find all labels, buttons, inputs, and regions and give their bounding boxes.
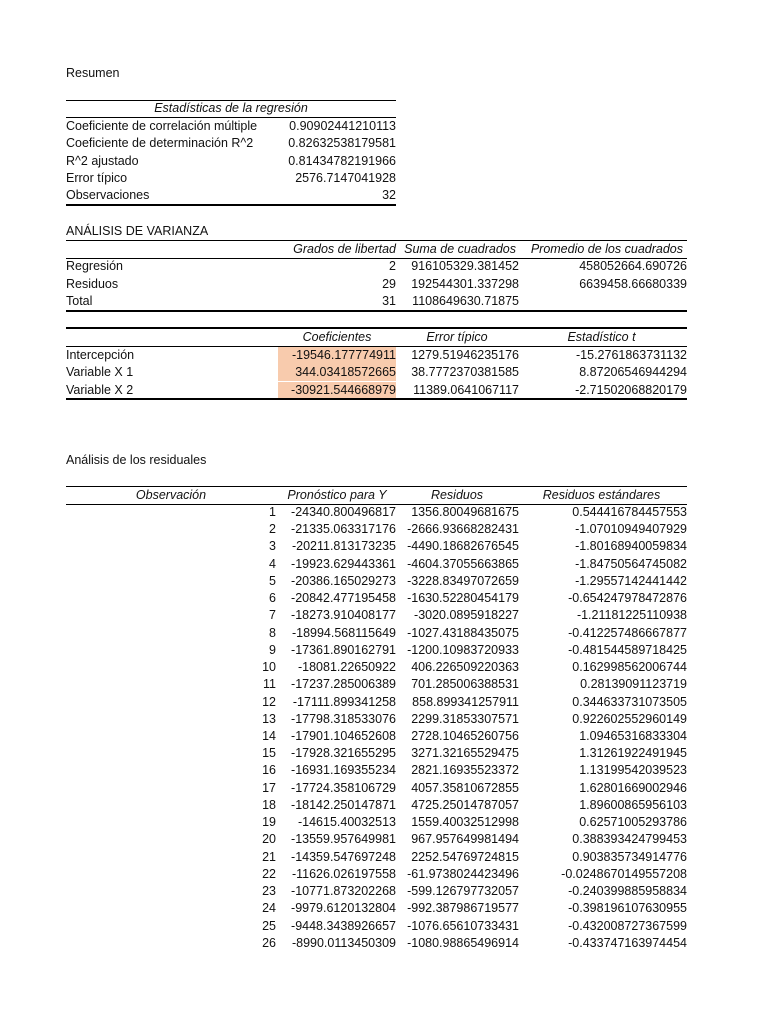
residual-pred: -14615.40032513 [297, 815, 396, 830]
residual-obs: 4 [269, 556, 276, 571]
residual-res: -4490.18682676545 [407, 539, 519, 554]
coef-row-coef: -19546.177774911 [278, 347, 396, 364]
residual-pred: -11626.026197558 [291, 866, 396, 881]
residual-std: 0.28139091123719 [580, 677, 687, 692]
coef-row-t: -15.2761863731132 [576, 348, 687, 362]
residual-res: -3228.83497072659 [407, 573, 519, 588]
residual-pred: -18273.910408177 [291, 608, 396, 623]
residual-obs: 16 [262, 763, 276, 778]
residual-obs: 18 [262, 797, 276, 812]
stats-bottom-rule [66, 204, 396, 206]
residual-res: 2252.54769724815 [411, 849, 519, 864]
residual-obs: 25 [262, 918, 276, 933]
residual-res: 2299.31853307571 [411, 711, 519, 726]
residual-pred: -16931.169355234 [291, 763, 396, 778]
stats-header: Estadísticas de la regresión [154, 101, 308, 115]
residual-std: 0.344633731073505 [572, 694, 687, 709]
anova-row-ss: 192544301.337298 [411, 276, 519, 291]
residual-obs: 1 [269, 505, 276, 519]
residual-obs: 23 [262, 884, 276, 899]
coef-row-label: Variable X 2 [66, 382, 134, 397]
residual-pred: -20211.813173235 [291, 539, 396, 554]
residual-std: 0.62571005293786 [579, 815, 687, 830]
anova-header-df: Grados de libertad [293, 242, 396, 256]
residual-pred: -17798.318533076 [291, 711, 396, 726]
residual-pred: -19923.629443361 [291, 556, 396, 571]
coef-row-se: 11389.0641067117 [413, 382, 519, 397]
anova-row-ms: 458052664.690726 [579, 259, 687, 273]
residual-res: 1559.40032512998 [411, 815, 519, 830]
stats-label: Error típico [66, 170, 128, 185]
residual-res: -4604.37055663865 [407, 556, 519, 571]
residual-res: 3271.32165529475 [411, 746, 519, 761]
residual-std: 0.903835734914776 [572, 849, 687, 864]
residual-obs: 5 [269, 573, 276, 588]
residual-res: -599.126797732057 [407, 884, 519, 899]
residual-pred: -17724.358106729 [291, 780, 396, 795]
coef-row-label: Intercepción [66, 348, 135, 362]
anova-row-ss: 916105329.381452 [411, 259, 519, 273]
anova-row-label: Total [66, 294, 93, 308]
residual-pred: -20842.477195458 [291, 591, 396, 606]
stats-value: 32 [382, 188, 396, 203]
residual-obs: 22 [262, 866, 276, 881]
residual-res: -1076.65610733431 [407, 918, 519, 933]
residual-std: -0.481544589718425 [568, 642, 687, 657]
stats-value: 0.90902441210113 [289, 119, 396, 133]
residual-std: -1.07010949407929 [575, 522, 687, 537]
residual-pred: -9448.3438926657 [291, 918, 396, 933]
stats-value: 0.81434782191966 [288, 153, 396, 168]
residual-obs: 24 [262, 901, 276, 916]
residual-obs: 20 [262, 832, 276, 847]
anova-row-ms: 6639458.66680339 [579, 276, 687, 291]
residual-std: -0.412257486667877 [568, 625, 687, 640]
residual-res: 858.899341257911 [412, 694, 519, 709]
residual-res: 4725.25014787057 [411, 797, 519, 812]
anova-row-df: 29 [382, 276, 396, 291]
residual-res: 2821.16935523372 [411, 763, 519, 778]
coef-row-coef: -30921.544668979 [278, 382, 396, 399]
residual-pred: -21335.063317176 [291, 522, 396, 537]
residual-std: -0.432008727367599 [568, 918, 687, 933]
residual-res: 967.957649981494 [411, 832, 519, 847]
anova-row-ss: 1108649630.71875 [412, 294, 519, 308]
residual-std: -1.29557142441442 [575, 573, 687, 588]
residual-obs: 10 [262, 660, 276, 675]
coef-row-t: 8.87206546944294 [579, 365, 687, 380]
residual-res: -1027.43188435075 [407, 625, 519, 640]
residual-res: 406.226509220363 [411, 660, 519, 675]
residual-res: -3020.0895918227 [414, 608, 519, 623]
residuals-header-pred: Pronóstico para Y [287, 488, 387, 502]
anova-row-label: Residuos [66, 276, 119, 291]
residual-std: -0.654247978472876 [568, 591, 687, 606]
residual-std: 1.62801669002946 [579, 780, 687, 795]
coef-bottom-rule [66, 398, 687, 400]
residual-pred: -18081.22650922 [297, 660, 396, 675]
residual-pred: -17928.321655295 [291, 746, 396, 761]
residual-res: 1356.80049681675 [411, 505, 519, 519]
residual-std: 0.388393424799453 [572, 832, 687, 847]
residual-pred: -14359.547697248 [291, 849, 396, 864]
residual-std: 0.162998562006744 [572, 660, 687, 675]
residual-res: -61.9738024423496 [407, 866, 519, 881]
anova-row-df: 31 [382, 294, 396, 308]
residual-pred: -9979.6120132804 [291, 901, 396, 916]
coef-header-se: Error típico [426, 330, 488, 344]
anova-header-ss: Suma de cuadrados [404, 242, 516, 256]
coef-header-coef: Coeficientes [302, 330, 372, 344]
coef-row-se: 1279.51946235176 [411, 348, 519, 362]
residual-obs: 2 [269, 522, 276, 537]
residual-std: 1.09465316833304 [579, 728, 687, 743]
residual-pred: -10771.873202268 [291, 884, 396, 899]
residual-std: -1.84750564745082 [575, 556, 687, 571]
residuals-title: Análisis de los residuales [66, 453, 207, 467]
residual-pred: -20386.165029273 [291, 573, 396, 588]
residual-obs: 9 [269, 642, 276, 657]
residual-std: -0.240399885958834 [568, 884, 687, 899]
residual-res: 701.285006388531 [411, 677, 519, 692]
residual-obs: 7 [269, 608, 276, 623]
residual-obs: 3 [269, 539, 276, 554]
anova-header-ms: Promedio de los cuadrados [530, 242, 683, 256]
stats-value: 2576.7147041928 [295, 170, 396, 185]
residual-pred: -13559.957649981 [291, 832, 396, 847]
stats-label: Coeficiente de determinación R^2 [66, 136, 254, 151]
coef-header-t: Estadístico t [567, 330, 636, 344]
stats-value: 0.82632538179581 [288, 136, 396, 151]
residual-std: 0.922602552960149 [572, 711, 687, 726]
residual-std: -1.21181225110938 [576, 608, 687, 623]
stats-label: R^2 ajustado [66, 153, 139, 168]
residual-obs: 14 [262, 728, 276, 743]
residual-obs: 12 [262, 694, 276, 709]
coef-row-label: Variable X 1 [66, 365, 134, 380]
residual-std: -0.433747163974454 [568, 935, 687, 950]
residual-std: -0.0248670149557208 [561, 866, 687, 881]
residual-res: -992.387986719577 [407, 901, 519, 916]
residual-res: -1200.10983720933 [407, 642, 519, 657]
residual-pred: -17901.104652608 [291, 728, 396, 743]
residual-pred: -8990.0113450309 [291, 935, 396, 950]
residual-obs: 15 [262, 746, 276, 761]
summary-title: Resumen [66, 66, 120, 80]
anova-row-label: Regresión [66, 259, 123, 273]
residual-obs: 19 [262, 815, 276, 830]
residual-pred: -18142.250147871 [291, 797, 396, 812]
residual-obs: 13 [262, 711, 276, 726]
residual-std: 1.13199542039523 [579, 763, 687, 778]
residual-res: 2728.10465260756 [411, 728, 519, 743]
residuals-header-res: Residuos [430, 488, 484, 502]
residual-obs: 6 [269, 591, 276, 606]
residual-pred: -17237.285006389 [291, 677, 396, 692]
residual-res: 4057.35810672855 [411, 780, 519, 795]
anova-title: ANÁLISIS DE VARIANZA [66, 224, 209, 238]
residual-pred: -17111.899341258 [292, 694, 396, 709]
stats-label: Coeficiente de correlación múltiple [66, 119, 258, 133]
residual-pred: -17361.890162791 [291, 642, 396, 657]
stats-label: Observaciones [66, 188, 150, 203]
residual-std: -0.398196107630955 [568, 901, 687, 916]
residual-res: -1080.98865496914 [407, 935, 519, 950]
residual-std: -1.80168940059834 [575, 539, 687, 554]
residuals-header-obs: Observación [135, 488, 207, 502]
residual-obs: 11 [263, 677, 276, 692]
residual-std: 1.89600865956103 [579, 797, 687, 812]
anova-row-df: 2 [389, 259, 396, 273]
residuals-header-std: Residuos estándares [542, 488, 661, 502]
residual-pred: -24340.800496817 [291, 505, 396, 519]
residual-obs: 26 [262, 935, 276, 950]
residual-obs: 17 [262, 780, 276, 795]
residual-pred: -18994.568115649 [291, 625, 396, 640]
residual-obs: 21 [262, 849, 276, 864]
anova-bottom-rule [66, 310, 687, 312]
residual-res: -2666.93668282431 [407, 522, 519, 537]
coef-row-t: -2.71502068820179 [575, 382, 687, 397]
residual-std: 1.31261922491945 [579, 746, 687, 761]
residual-obs: 8 [269, 625, 276, 640]
coef-row-se: 38.7772370381585 [411, 365, 519, 380]
residual-res: -1630.52280454179 [407, 591, 519, 606]
residual-std: 0.544416784457553 [572, 505, 687, 519]
coef-row-coef: 344.03418572665 [278, 364, 396, 381]
